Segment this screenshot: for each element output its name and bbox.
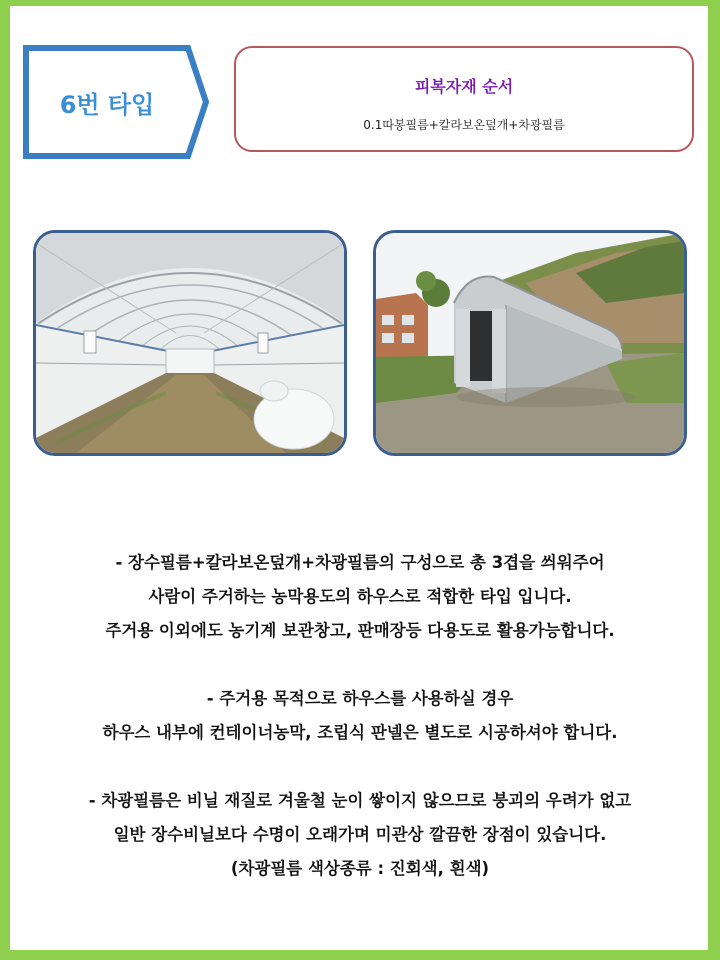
description-line: - 차광필름은 비닐 재질로 겨울철 눈이 쌓이지 않으므로 붕괴의 우려가 없고 <box>88 791 632 810</box>
description-line: 하우스 내부에 컨테이너농막, 조립식 판넬은 별도로 시공하셔야 합니다. <box>102 723 618 742</box>
description-line: - 주거용 목적으로 하우스를 사용하실 경우 <box>206 689 514 708</box>
greenhouse-exterior-image <box>376 233 684 453</box>
description-line: 주거용 이외에도 농기계 보관창고, 판매장등 다용도로 활용가능합니다. <box>105 621 615 640</box>
description-line: (차광필름 색상종류 : 진회색, 흰색) <box>230 859 490 878</box>
description-line: 사람이 주거하는 농막용도의 하우스로 적합한 타입 입니다. <box>148 587 572 606</box>
spec-value: 0.1따봉필름+칼라보온덮개+차광필름 <box>363 118 565 132</box>
greenhouse-interior-image <box>36 233 344 453</box>
exterior-photo <box>373 230 687 456</box>
interior-photo <box>33 230 347 456</box>
description-line: 일반 장수비닐보다 수명이 오래가며 미관상 깔끔한 장점이 있습니다. <box>113 825 607 844</box>
spec-box <box>234 46 694 152</box>
spec-title: 피복자재 순서 <box>414 77 514 96</box>
description-line: - 장수필름+칼라보온덮개+차광필름의 구성으로 총 3겹을 씌워주어 <box>115 553 605 572</box>
type-tag <box>22 44 212 160</box>
type-label: 6번 타입 <box>59 90 155 119</box>
description <box>0 546 720 886</box>
